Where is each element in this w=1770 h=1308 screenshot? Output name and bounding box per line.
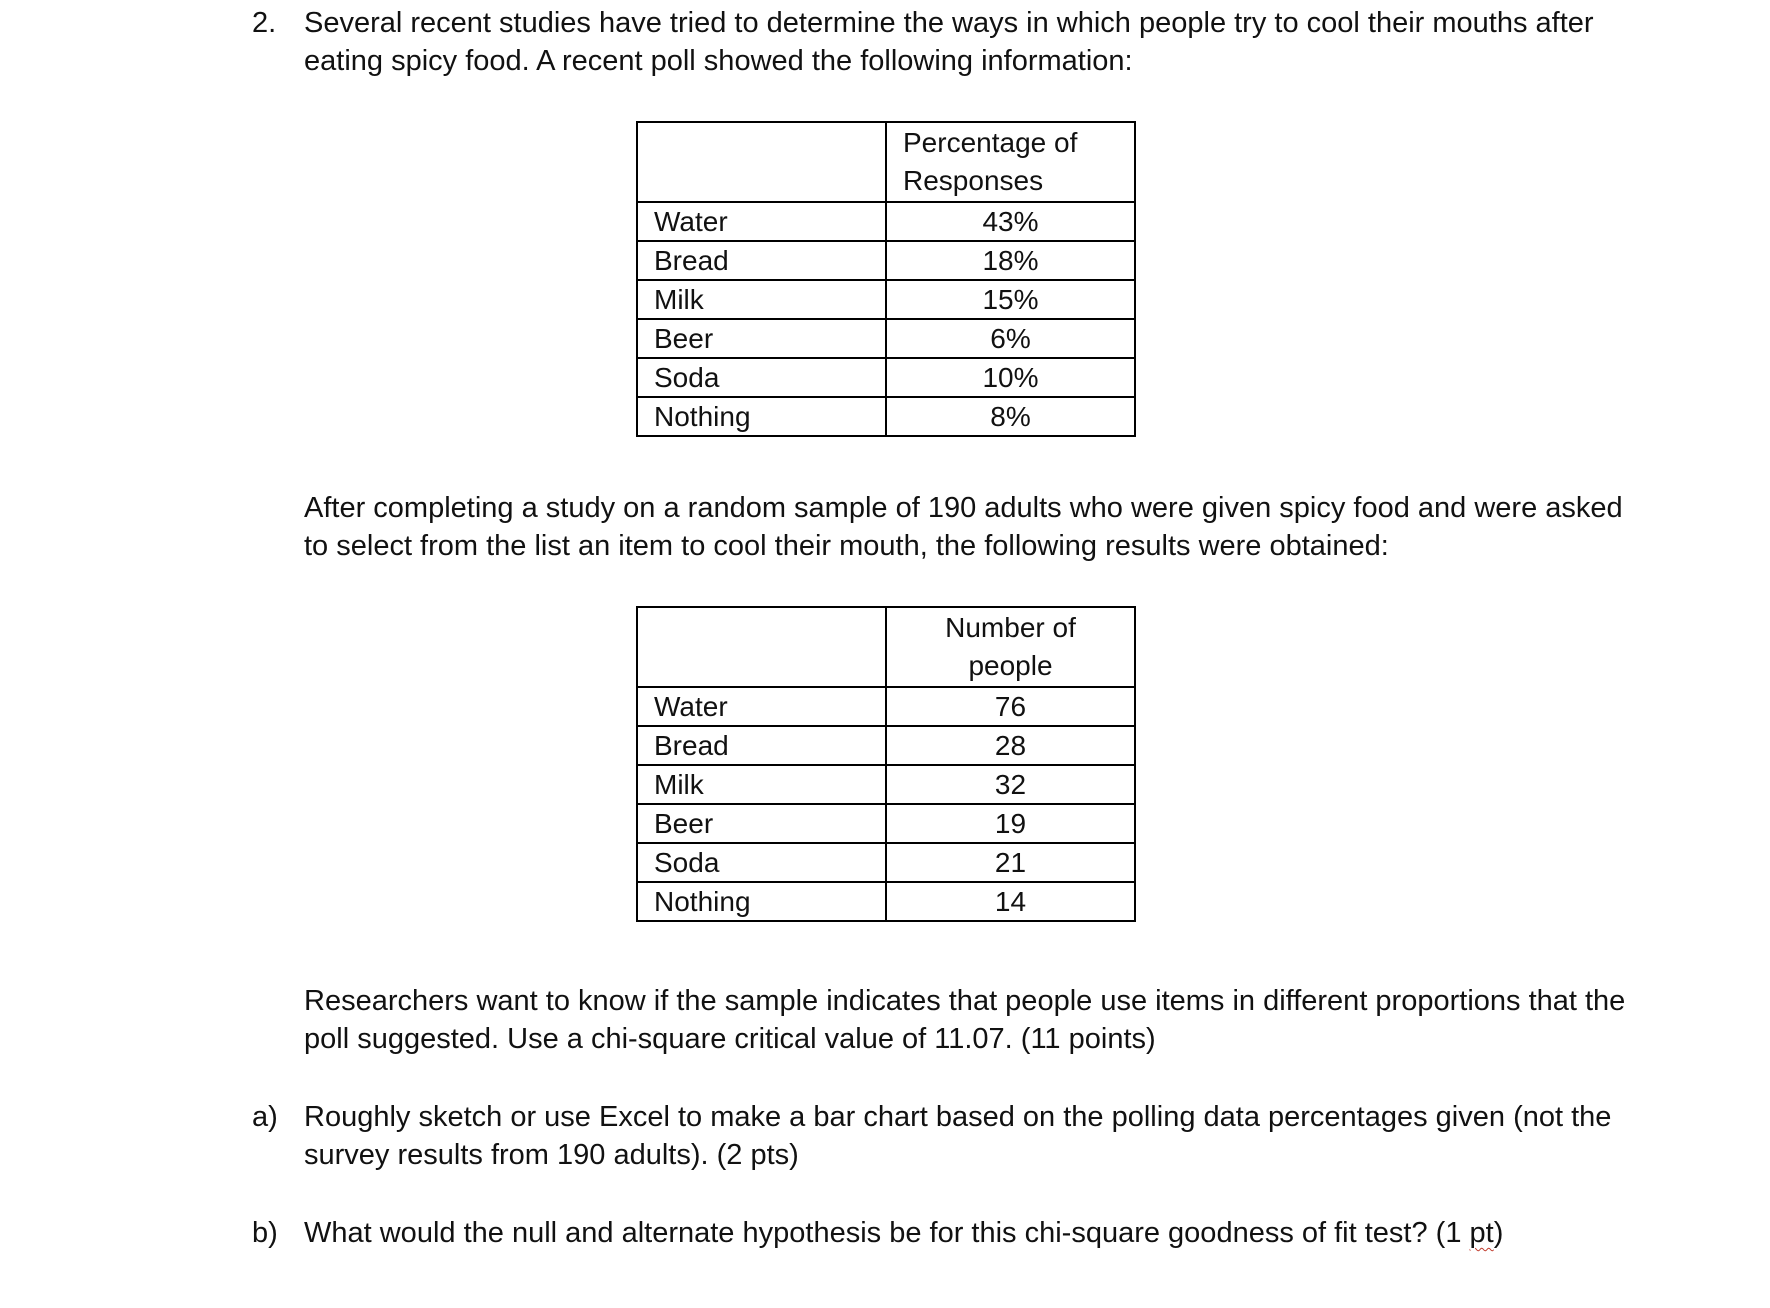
table-row <box>637 241 1135 280</box>
poll-item-label: Soda <box>637 358 886 397</box>
question-intro <box>252 4 1632 84</box>
table-row <box>637 804 1135 843</box>
study-item-value: 19 <box>886 804 1135 843</box>
table-row <box>637 358 1135 397</box>
study-description: After completing a study on a random sample of 190 adults who were given spicy food and were asked to select from the list an item to cool their mouth, the following results were obtained: <box>304 492 1623 562</box>
poll-item-label: Bread <box>637 241 886 280</box>
study-item-label: Nothing <box>637 882 886 921</box>
table-row <box>637 687 1135 726</box>
study-item-value: 21 <box>886 843 1135 882</box>
study-item-value: 14 <box>886 882 1135 921</box>
table-row <box>637 202 1135 241</box>
poll-item-value: 43% <box>886 202 1135 241</box>
question-number: 2. <box>252 7 277 39</box>
part-b-text-main: What would the null and alternate hypothesis be for this chi-square goodness of fit test? (1 <box>304 1217 1470 1249</box>
study-table-header-row <box>637 607 1135 687</box>
poll-item-value: 10% <box>886 358 1135 397</box>
table-row <box>637 397 1135 436</box>
poll-item-value: 6% <box>886 319 1135 358</box>
part-b-text-end: ) <box>1493 1217 1504 1249</box>
study-item-label: Water <box>637 687 886 726</box>
poll-item-label: Beer <box>637 319 886 358</box>
part-b-text <box>304 1214 1624 1252</box>
part-b <box>252 1214 1632 1254</box>
poll-item-label: Water <box>637 202 886 241</box>
poll-table <box>636 121 1136 437</box>
question-intro-text: Several recent studies have tried to determine the ways in which people try to cool their mouths after eating spicy food. A recent poll showed the following information: <box>304 7 1594 77</box>
study-item-value: 32 <box>886 765 1135 804</box>
study-item-label: Beer <box>637 804 886 843</box>
table-row <box>637 882 1135 921</box>
poll-item-label: Nothing <box>637 397 886 436</box>
study-item-label: Milk <box>637 765 886 804</box>
table-row <box>637 843 1135 882</box>
spellcheck-flagged-word: pt <box>1469 1217 1494 1249</box>
poll-item-value: 8% <box>886 397 1135 436</box>
part-b-label: b) <box>252 1217 278 1249</box>
study-item-value: 76 <box>886 687 1135 726</box>
study-table <box>636 606 1136 922</box>
poll-table-header-percentage: Percentage of Responses <box>886 122 1135 202</box>
table-row <box>637 280 1135 319</box>
part-a <box>252 1098 1632 1178</box>
poll-table-header-row <box>637 122 1135 202</box>
study-item-value: 28 <box>886 726 1135 765</box>
poll-table-header-blank <box>637 122 886 202</box>
table-row <box>637 726 1135 765</box>
table-row <box>637 319 1135 358</box>
researchers-paragraph: Researchers want to know if the sample indicates that people use items in different proportions that the poll suggested. Use a chi-square critical value of 11.07. (11 points) <box>304 985 1626 1055</box>
part-a-text: Roughly sketch or use Excel to make a bar chart based on the polling data percentages given (not the survey results from 190 adults). (2 pts) <box>304 1101 1612 1171</box>
poll-item-label: Milk <box>637 280 886 319</box>
poll-item-value: 15% <box>886 280 1135 319</box>
study-item-label: Soda <box>637 843 886 882</box>
poll-item-value: 18% <box>886 241 1135 280</box>
part-a-label: a) <box>252 1101 278 1133</box>
study-item-label: Bread <box>637 726 886 765</box>
table-row <box>637 765 1135 804</box>
study-table-header-blank <box>637 607 886 687</box>
study-table-header-count: Number of people <box>886 607 1135 687</box>
